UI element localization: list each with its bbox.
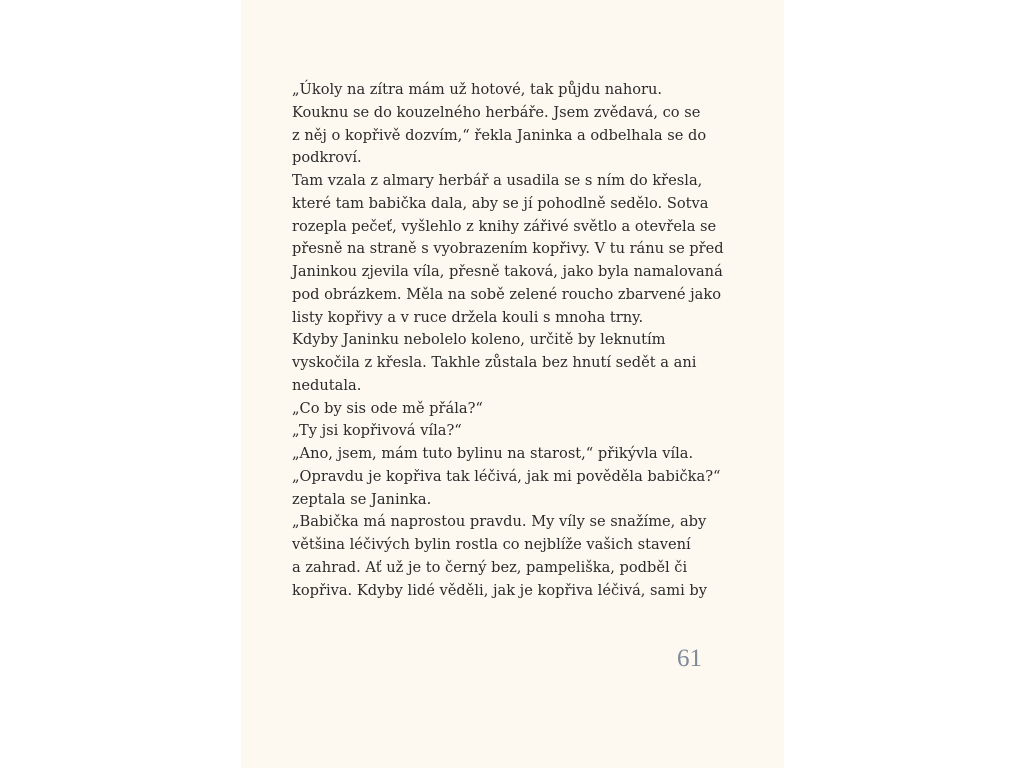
text-line: Tam vzala z almary herbář a usadila se s ním do křesla, (292, 172, 703, 189)
text-line: Kdyby Janinku nebolelo koleno, určitě by leknutím (292, 331, 666, 349)
text-line: které tam babička dala, aby se jí pohodlně sedělo. Sotva (292, 194, 709, 212)
text-line: Janinkou zjevila víla, přesně taková, jako byla namalovaná (292, 263, 723, 280)
page-number: 61 (677, 645, 702, 672)
text-line: listy kopřivy a v ruce držela kouli s mnoha trny. (292, 308, 644, 326)
text-line: kopřiva. Kdyby lidé věděli, jak je kopřiva léčivá, sami by (292, 581, 707, 599)
text-line: podkroví. (292, 149, 362, 167)
text-line: „Ano, jsem, mám tuto bylinu na starost,“ přikývla víla. (292, 445, 694, 462)
text-line: „Opravdu je kopřiva tak léčivá, jak mi pověděla babička?“ (292, 467, 721, 485)
text-line: „Ty jsi kopřivová víla?“ (292, 422, 462, 440)
text-line: a zahrad. Ať už je to černý bez, pampeliška, podběl či (292, 558, 688, 576)
text-line: přesně na straně s vyobrazením kopřivy. V tu ránu se před (292, 240, 724, 258)
text-line: většina léčivých bylin rostla co nejblíže vašich stavení (292, 536, 691, 553)
text-line: pod obrázkem. Měla na sobě zelené roucho zbarvené jako (292, 285, 721, 303)
text-line: „Co by sis ode mě přála?“ (292, 399, 483, 417)
text-line: vyskočila z křesla. Takhle zůstala bez hnutí sedět a ani (292, 354, 697, 371)
text-line: z něj o kopřivě dozvím,“ řekla Janinka a odbelhala se do (292, 126, 707, 144)
text-line: nedutala. (292, 376, 362, 394)
text-line: zeptala se Janinka. (292, 490, 432, 508)
text-line: rozepla pečeť, vyšlehlo z knihy zářivé světlo a otevřela se (292, 217, 717, 235)
book-page (241, 0, 784, 768)
text-line: „Babička má naprostou pravdu. My víly se snažíme, aby (292, 513, 707, 531)
text-line: „Úkoly na zítra mám už hotové, tak půjdu nahoru. (292, 81, 663, 98)
body-text (292, 79, 722, 602)
text-line: Kouknu se do kouzelného herbáře. Jsem zvědavá, co se (292, 103, 701, 121)
